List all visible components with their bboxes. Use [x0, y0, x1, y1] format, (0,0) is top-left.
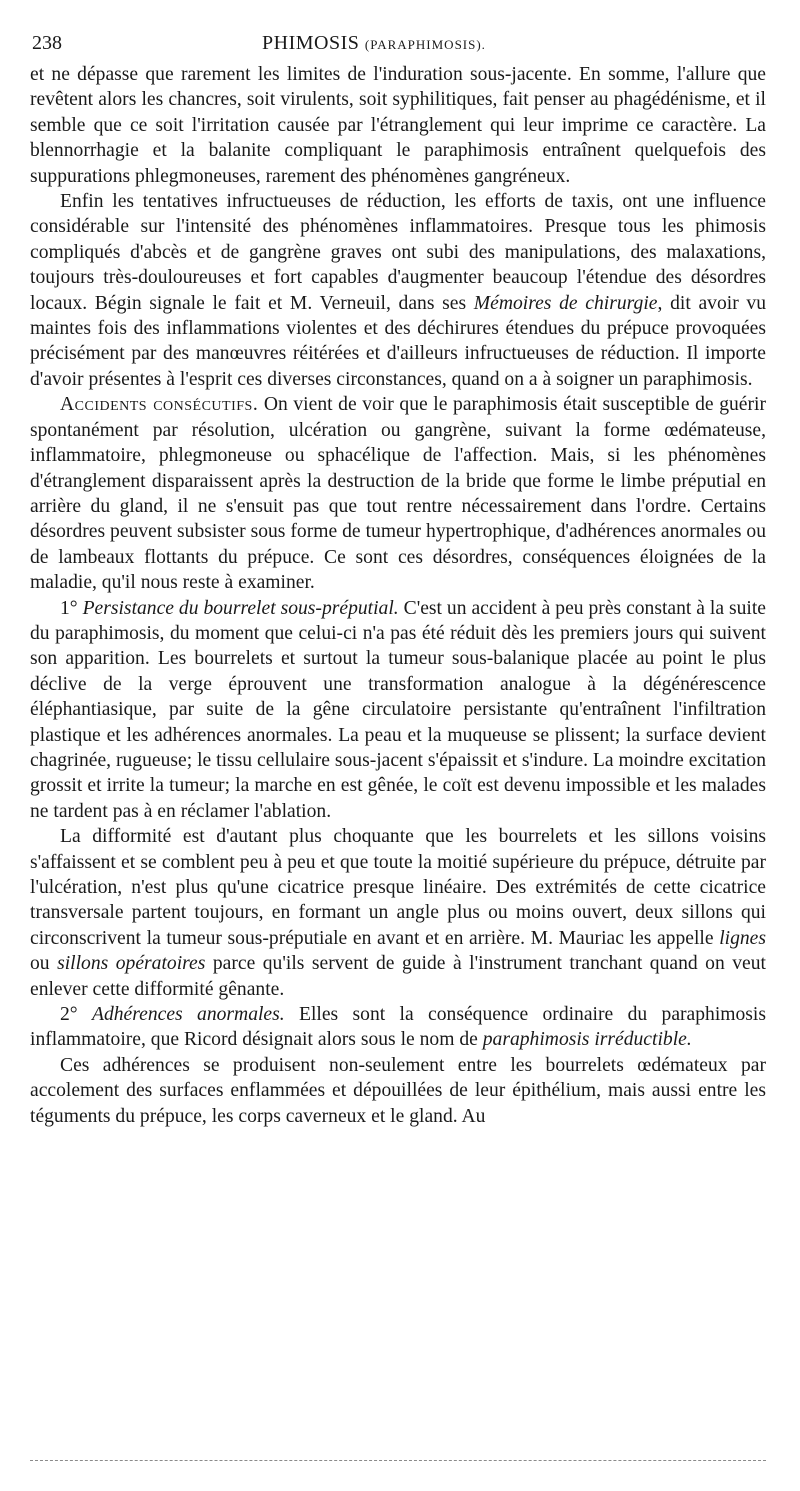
paragraph-1: et ne dépasse que rarement les limites de l'induration sous-jacente. En somme, l'allure que revêtent alors les chancres, soit virulents, soit syphilitiques, fait penser au phagédénisme, et il semble que ce soit l'irritation causée par l'étranglement qui leur imprime ce caractère. La blennorrhagie et la balanite compliquant le paraphimosis entraînent quelquefois des suppurations phlegmoneuses, rarement des phénomènes gangréneux.	[30, 64, 766, 187]
section-heading-accidents: Accidents consécutifs.	[60, 394, 259, 416]
paragraph-4	[30, 596, 766, 825]
page-header	[30, 28, 766, 62]
running-title-main: PHIMOSIS	[262, 32, 360, 54]
paragraph-3	[30, 392, 766, 595]
paragraph-5-term-2: sillons opératoires	[57, 953, 206, 975]
paragraph-2	[30, 189, 766, 392]
paragraph-4-number: 1°	[60, 597, 83, 619]
footer-dotted-rule	[30, 1460, 766, 1461]
running-title-sub: (PARAPHIMOSIS).	[364, 37, 486, 52]
paragraph-6-text: Elles sont la conséquence ordinaire du paraphimosis inflammatoire, que Ricord désignait alors sous le nom de	[30, 1004, 767, 1051]
subsection-heading-adherences: Adhérences anormales.	[92, 1004, 285, 1026]
running-title	[262, 32, 486, 55]
paragraph-5-connector: ou	[30, 953, 58, 975]
paragraph-6-number: 2°	[60, 1004, 92, 1026]
body-text	[30, 62, 766, 1129]
paragraph-5-end: parce qu'ils servent de guide à l'instrument tranchant quand on veut enlever cette difformité gênante.	[30, 953, 766, 1000]
paragraph-2-citation: Mémoires de chirurgie	[473, 292, 658, 314]
paragraph-5	[30, 824, 766, 1002]
paragraph-3-text: On vient de voir que le paraphimosis était susceptible de guérir spontanément par résolution, ulcération ou gangrène, suivant la forme œdémateuse, inflammatoire, phlegmoneuse ou sphacélique de l'affection. Mais, si les phénomènes d'étranglement disparaissent après la destruction de la bride que forme le limbe préputial en arrière du gland, il ne s'ensuit pas que tout rentre nécessairement dans l'ordre. Certains désordres peuvent subsister sous forme de tumeur hypertrophique, d'adhérences anormales ou de lambeaux flottants du prépuce. Ce sont ces désordres, conséquences éloignées de la maladie, qu'il nous reste à examiner.	[30, 394, 766, 594]
paragraph-5-start: La difformité est d'autant plus choquante que les bourrelets et les sillons voisins s'affaissent et se comblent peu à peu et que toute la moitié supérieure du prépuce, détruite par l'ulcération, n'est plus qu'une cicatrice presque linéaire. Des extrémités de cette cicatrice transversale partent toujours, en formant un angle plus ou moins ouvert, deux sillons qui circonscrivent la tumeur sous-préputiale en avant et en arrière. M. Mauriac les appelle	[30, 826, 766, 949]
page-number: 238	[32, 32, 62, 54]
paragraph-2-end: , dit avoir vu maintes fois des inflammations violentes et des déchirures étendues du prépuce provoquées précisément par des manœuvres réitérées et d'ailleurs infructueuses de réduction. Il importe d'avoir présentes à l'esprit ces diverses circonstances, quand on a à soigner un paraphimosis.	[30, 292, 766, 390]
paragraph-5-term-1: lignes	[719, 927, 766, 949]
paragraph-2-start: Enfin les tentatives infructueuses de réduction, les efforts de taxis, ont une influence considérable sur l'intensité des phénomènes inflammatoires. Presque tous les phimosis compliqués d'abcès et de gangrène graves ont subi des manipulations, des malaxations, toujours très-douloureuses et fort capables d'augmenter beaucoup l'étendue des désordres locaux. Bégin signale le fait et M. Verneuil, dans ses	[30, 191, 766, 314]
paragraph-6	[30, 1002, 766, 1053]
paragraph-4-text: C'est un accident à peu près constant à la suite du paraphimosis, du moment que celui-ci n'a pas été réduit dès les premiers jours qui suivent son apparition. Les bourrelets et surtout la tumeur sous-balanique placée au point le plus déclive de la verge éprouvent une transformation analogue à la dégénérescence éléphantiasique, par suite de la gêne circulatoire persistante qu'entraînent l'infiltration plastique et les adhérences anormales. La peau et la muqueuse se plissent; la surface devient chagrinée, rugueuse; le tissu cellulaire sous-jacent s'épaissit et s'indure. La moindre excitation grossit et irrite la tumeur; la marche en est gênée, le coït est devenu impossible et les malades ne tardent pas à en réclamer l'ablation.	[30, 597, 767, 822]
paragraph-7: Ces adhérences se produisent non-seulement entre les bourrelets œdémateux par accolement des surfaces enflammées et dépouillées de leur épithélium, mais aussi entre les téguments du prépuce, les corps caverneux et le gland. Au	[30, 1054, 766, 1127]
paragraph-6-term: paraphimosis irréductible.	[482, 1029, 692, 1051]
book-page	[30, 28, 766, 1129]
subsection-heading-persistance: Persistance du bourrelet sous-préputial.	[82, 597, 399, 619]
